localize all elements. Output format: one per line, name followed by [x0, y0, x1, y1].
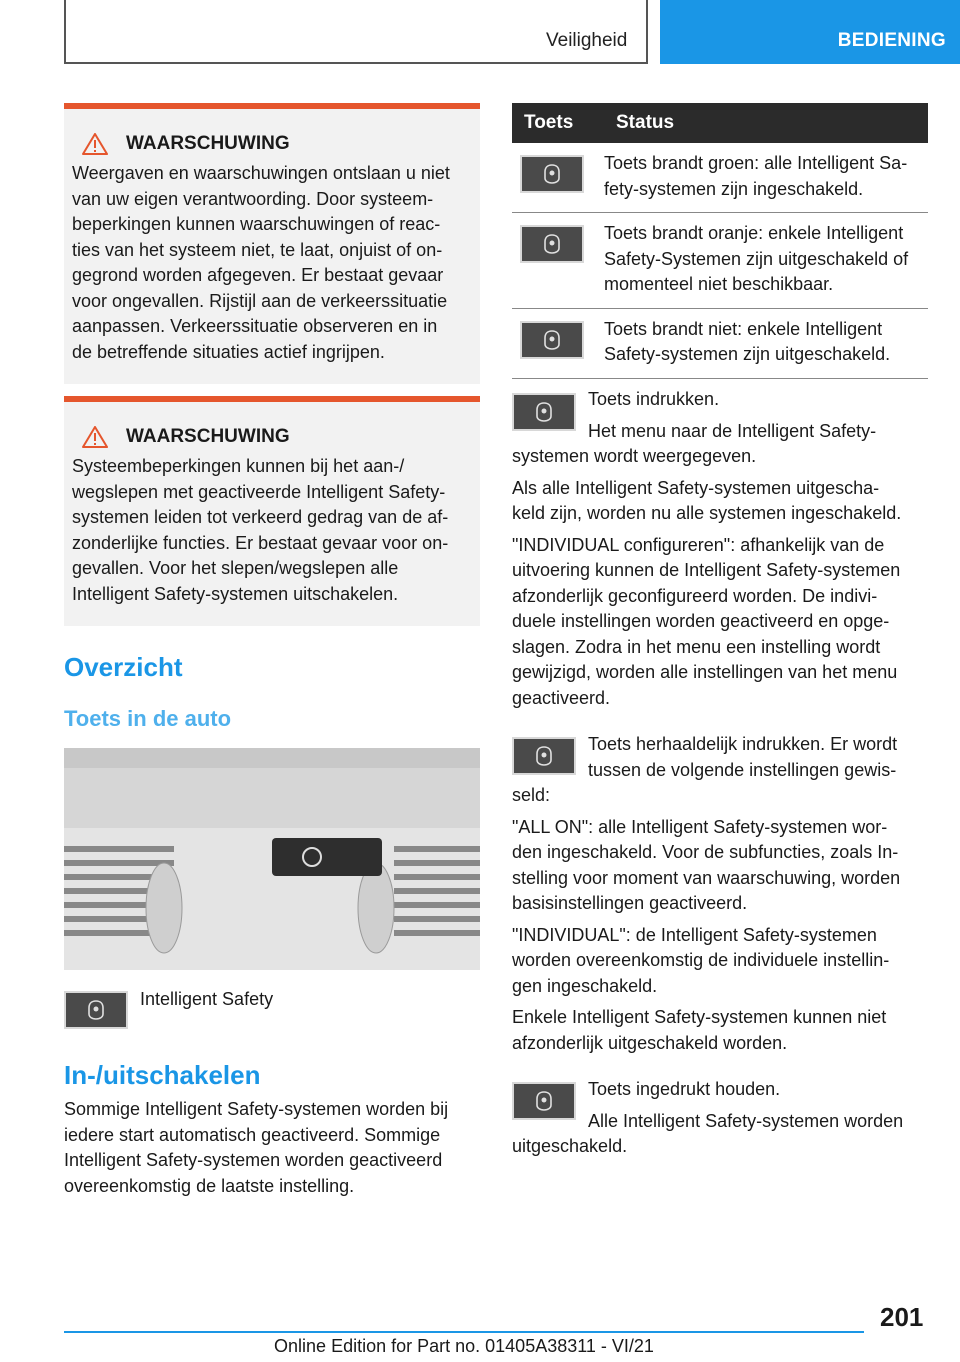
- subsection-heading: Toets in de auto: [64, 706, 232, 731]
- switch-paragraph: Sommige Intelligent Safety-systemen worden bij iedere start automatisch geactiveerd. Sommige Intelligent Safety-systemen worden geactiveerd overeenkomstig de laatste instelling.: [64, 1099, 449, 1196]
- table-row: [512, 308, 928, 378]
- status-text: Toets brandt oranje: enkele Intelligent Safety-Systemen zijn uitgeschakeld of momenteel niet beschikbaar.: [604, 213, 928, 309]
- icon-caption: Intelligent Safety: [140, 989, 274, 1009]
- table-row: [512, 213, 928, 309]
- footer-edition: Online Edition for Part no. 01405A38311 - VI/21: [274, 1336, 654, 1356]
- warning-text: Systeembeperkingen kunnen bij het aan-/ wegslepen met geactiveerde Intelligent Safety- systemen leiden tot verkeerd gedrag van de af- zonderlijke functies. Er bestaat gevaar voor on- gevallen. Voor het slepen/wegslepen alle Intelligent Safety-systemen uitschakelen.: [72, 456, 449, 604]
- intelligent-safety-icon: [520, 155, 584, 193]
- press-instruction-3: Toets ingedrukt houden. Alle Intelligent Safety-systemen worden uitgeschakeld.: [512, 1079, 904, 1156]
- page-number: 201: [880, 1302, 924, 1332]
- status-table: [512, 103, 928, 379]
- chapter-label: BEDIENING: [837, 30, 946, 51]
- table-header-status: Status: [604, 103, 928, 143]
- press-instruction-2: Toets herhaaldelijk indrukken. Er wordt tussen de volgende instellingen gewis- seld: "ALL ON": alle Intelligent Safety-systemen wor- den ingeschakeld. Voor de subfuncties, zoals In- stelling voor moment van waarschuwing, worden basisinstellingen geactiveerd. "INDIVIDUAL": de Intelligent Safety-systemen worden overeenkomstig de individuele instellin- gen ingeschakeld. Enkele Intelligent Safety-systemen kunnen niet afzonderlijk uitgeschakeld worden.: [512, 734, 901, 1053]
- warning-title: WAARSCHUWING: [126, 133, 290, 154]
- warning-triangle-icon: [82, 426, 108, 448]
- status-text: Toets brandt niet: enkele Intelligent Safety-systemen zijn uitgeschakeld.: [604, 308, 928, 378]
- section-heading: In-/uitschakelen: [64, 1060, 261, 1090]
- intelligent-safety-icon: [520, 321, 584, 359]
- table-row: [512, 143, 928, 213]
- intelligent-safety-icon: [520, 225, 584, 263]
- car-button-photo: [64, 748, 480, 970]
- section-heading: Overzicht: [64, 652, 183, 682]
- chapter-tab: [660, 0, 960, 64]
- warning-title: WAARSCHUWING: [126, 426, 290, 447]
- warning-box-1: [64, 103, 480, 384]
- intelligent-safety-icon: [64, 991, 128, 1029]
- status-text: Toets brandt groen: alle Intelligent Sa- fety-systemen zijn ingeschakeld.: [604, 143, 928, 213]
- warning-triangle-icon: [82, 133, 108, 155]
- table-header-toets: Toets: [512, 103, 604, 143]
- warning-box-2: [64, 396, 480, 626]
- warning-text: Weergaven en waarschuwingen ontslaan u niet van uw eigen verantwoording. Door systeem- beperkingen kunnen waarschuwingen of reac- ties van het systeem niet, te laat, onjuist of on- gegrond worden afgegeven. Er bestaat gevaar voor ongevallen. Rijstijl aan de verkeerssituatie aanpassen. Verkeerssituatie observeren en in de betreffende situaties actief ingrijpen.: [72, 163, 450, 362]
- press-instruction-1: Toets indrukken. Het menu naar de Intelligent Safety- systemen wordt weergegeven. Als alle Intelligent Safety-systemen uitgescha- keld zijn, worden nu alle systemen ingeschakeld. "INDIVIDUAL configureren": afhankelijk van de uitvoering kunnen de Intelligent Safety-systemen afzonderlijk geconfigureerd worden. De indivi- duele instellingen worden geactiveerd en opge- slagen. Zodra in het menu een instelling wordt gewijzigd, worden alle instellingen van het menu geactiveerd.: [512, 389, 902, 708]
- header-section-label: Veiligheid: [546, 30, 628, 51]
- footer-divider: [64, 1331, 864, 1333]
